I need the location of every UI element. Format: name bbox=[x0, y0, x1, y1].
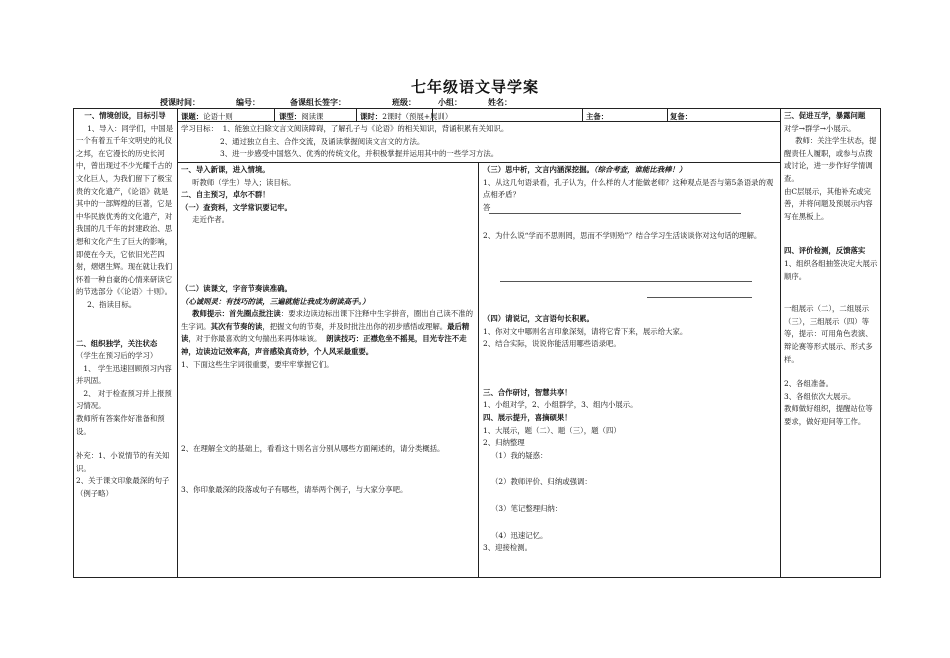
topic-value: 论语十则 bbox=[203, 112, 233, 121]
display-notes: （3）笔记整理归纳： bbox=[491, 503, 563, 513]
tip-text-3: ，对于你最喜欢的文句揣出来再体味该。 bbox=[188, 334, 322, 344]
hdr-sep-2 bbox=[356, 108, 357, 121]
tip-text-2: ，把握文句的节奏，并及时批注出你的初步感悟或理解。 bbox=[262, 321, 448, 331]
mid-section-2b: （二）读课文，字音节奏读准确。 bbox=[181, 283, 292, 293]
left-step-2: 2、 对于检查预习并上报预习情况。 bbox=[76, 388, 172, 411]
meta-time: 授课时间： bbox=[160, 97, 200, 107]
left-section-1: 一、情境创设，目标引导 bbox=[84, 111, 166, 120]
mid-section-1-text: 听教师（学生）导入；读目标。 bbox=[192, 177, 296, 187]
mid-question-3: 3、你印象最深的段落或句子有哪些，请举两个例子，与大家分享吧。 bbox=[181, 484, 408, 494]
divider-right bbox=[780, 108, 781, 578]
lead-label: 主备： bbox=[586, 112, 609, 121]
right-organize: 教师做好组织，提醒站位等要求，做好迎问等工作。 bbox=[784, 404, 873, 426]
hours-value: 2课时（预展+展训） bbox=[382, 112, 453, 121]
hours-label: 课时： bbox=[360, 112, 383, 121]
left-intro: 1、导入：同学们，中国是一个有着五千年文明史的礼仪之邦，在它漫长的历史长河中，曾出现过不少光耀千古的文化巨人，为我们留下了极宝贵的文化遗产，《论语》就是其中的一部辉煌的巨著，它是中华民族优秀的文化遗产，对我国的几千年的封建政治、思想和文化产生了巨大的影响，即使在今天，它依旧光芒四射，熠熠生辉。现在就让我们怀着一种自豪的心情来研读它的节选部分《〈论语〉十则》。 bbox=[76, 123, 174, 297]
right-display-order: 一组展示（二），二组展示（三），三组展示（四）等等，提示：可用角色表演、辩论赛等形式展示、形式多样。 bbox=[784, 304, 873, 364]
goal-3: 3、进一步感受中国悠久、优秀的传统文化，并积极掌握并运用其中的一些学习方法。 bbox=[220, 149, 499, 159]
mid-left-column bbox=[181, 164, 474, 496]
right-section-3: 三、促进互学，暴露问题 bbox=[784, 111, 866, 120]
recite-step-2: 2、结合实际，说说你能活用哪些语录吧。 bbox=[483, 339, 621, 349]
meta-number: 编号： bbox=[236, 97, 260, 107]
display-test: 3、迎接检测。 bbox=[483, 543, 533, 553]
left-section-2: 二、组织独学，关注状态 bbox=[76, 338, 158, 348]
tip-text: ：要求边读边标出课下注释中生字拼音，圈出自己读不准的生字词。 bbox=[181, 309, 473, 331]
divider-middle bbox=[478, 162, 479, 578]
goal-1: 1、能独立扫除文言文阅读障碍，了解孔子与《论语》的相关知识，背诵积累有关知识。 bbox=[222, 124, 509, 133]
recite-step-1: 1、你对文中哪则名言印象深刻，请将它背下来，展示给大家。 bbox=[483, 326, 688, 336]
topic-label: 课题： bbox=[181, 112, 204, 121]
right-present: 3、各组依次大展示。 bbox=[784, 391, 856, 401]
page-title: 七年级语文导学案 bbox=[410, 78, 539, 96]
tip-bold-3: 最后精读 bbox=[181, 321, 470, 344]
mid-section-3: （三）思中析，文言内涵深挖掘。 bbox=[483, 165, 594, 174]
review-label: 复备： bbox=[670, 112, 693, 121]
hdr-sep-4 bbox=[582, 108, 583, 121]
tip-label: 教师提示：首先圈点批注读 bbox=[192, 309, 281, 319]
meta-name: 姓名： bbox=[488, 97, 512, 107]
display-doubts: （1）我的疑惑： bbox=[491, 450, 548, 460]
answer-line-1 bbox=[489, 213, 741, 214]
left-step-3: 教师所有答案作好准备和预设。 bbox=[76, 414, 165, 436]
left-note: （学生在预习后的学习） bbox=[76, 351, 158, 361]
mid-section-2a: （一）查资料，文学常识要记牢。 bbox=[181, 202, 292, 212]
mid-right-column bbox=[483, 164, 776, 555]
right-step-1: 对学→群学→小展示。 bbox=[784, 123, 856, 133]
mid-section-2: 二、自主预习，卓尔不群！ bbox=[181, 190, 270, 200]
display-step-2: 2、归纳整理 bbox=[483, 438, 525, 448]
right-teacher-note: 教师：关注学生状态，提醒责任人履职，或参与点拨或讨论，进一步作好学情调查。 bbox=[784, 136, 877, 183]
right-prepare: 2、各组准备。 bbox=[784, 379, 834, 389]
cooperation-text: 1、小组对学，2、小组群学，3、组内小展示。 bbox=[483, 400, 638, 410]
right-section-4: 四、评价检测，反馈落实 bbox=[784, 246, 866, 256]
mid-section-4: （四）请说记，文言语句长积累。 bbox=[483, 313, 594, 323]
mid-section-2a-text: 走近作者。 bbox=[192, 215, 230, 225]
meta-class: 班级： bbox=[392, 97, 416, 107]
goals-label: 学习目标： bbox=[181, 124, 218, 133]
meta-group: 小组： bbox=[438, 97, 462, 107]
divider-left bbox=[177, 108, 178, 578]
reading-skill: 朗读技巧：正襟危坐不摇晃，目光专注不走神，边读边记效率高，声音感染真奇妙，个人风采最重要。 bbox=[181, 334, 467, 356]
right-draw-lots: 1、组织各组抽签决定大展示顺序。 bbox=[784, 258, 878, 281]
left-read-goals: 2、指读目标。 bbox=[87, 299, 137, 309]
display-step-1: 1、大展示，题（二）、题（三），题（四） bbox=[483, 425, 621, 435]
mid-question-1: 1、下面这些生字词很重要，要牢牢掌握它们。 bbox=[181, 359, 334, 369]
row-line-goals bbox=[177, 162, 780, 163]
mid-section-3-hint: （综合考查，谁能比我棒！） bbox=[593, 165, 687, 174]
left-supplement-1: 补充：1、小说情节的有关知识。 bbox=[76, 451, 170, 473]
analysis-question-2: 2、为什么说“学而不思则罔，思而不学则殆”？结合学习生活谈谈你对这句话的理解。 bbox=[483, 231, 762, 241]
display-memorize: （4）迅速记忆。 bbox=[491, 530, 548, 540]
mid-section-1: 一、导入新课，进入情境。 bbox=[181, 165, 270, 174]
analysis-question-1: 1、从这几句语录看，孔子认为，什么样的人才能做老师？这种观点是否与第5条语录的观点相矛盾？ bbox=[483, 177, 774, 200]
goals-cell bbox=[181, 123, 776, 161]
answer-label: 答 bbox=[483, 202, 491, 212]
type-value: 阅读课 bbox=[301, 112, 324, 121]
mid-question-2: 2、在理解全文的基础上，看看这十则名言分别从哪些方面阐述的，请分类概括。 bbox=[181, 444, 445, 454]
display-teacher: （2）教师评价、归纳或强调： bbox=[491, 477, 592, 487]
answer-line-3 bbox=[647, 297, 752, 298]
hdr-sep-1 bbox=[274, 108, 275, 121]
display-section: 四、展示提升，喜摘硕果！ bbox=[483, 412, 572, 422]
mid-section-2b-hint: （心诚则灵：有技巧的读，三遍就能让我成为朗读高手。） bbox=[181, 296, 370, 306]
right-c-level: 由C层展示，其他补充或完善，并将问题及预展示内容写在黑板上。 bbox=[784, 186, 873, 221]
tip-bold-2: 其次有节奏的读 bbox=[210, 321, 263, 331]
left-column bbox=[76, 110, 174, 501]
type-label: 课型： bbox=[279, 112, 302, 121]
meta-signer: 备课组长签字： bbox=[290, 97, 346, 107]
cooperation-section: 三、合作研讨，智慧共享！ bbox=[483, 387, 572, 397]
left-supplement-2: 2、关于课文印象最深的句子（例子略） bbox=[76, 476, 170, 499]
goal-2: 2、通过独立自主、合作交流，及诵读掌握阅读文言文的方法。 bbox=[220, 136, 425, 146]
right-column bbox=[784, 110, 878, 428]
left-step-1: 1、 学生迅速回顾预习内容并巩固。 bbox=[76, 363, 172, 386]
hdr-sep-5 bbox=[667, 108, 668, 121]
answer-line-2 bbox=[500, 281, 752, 282]
